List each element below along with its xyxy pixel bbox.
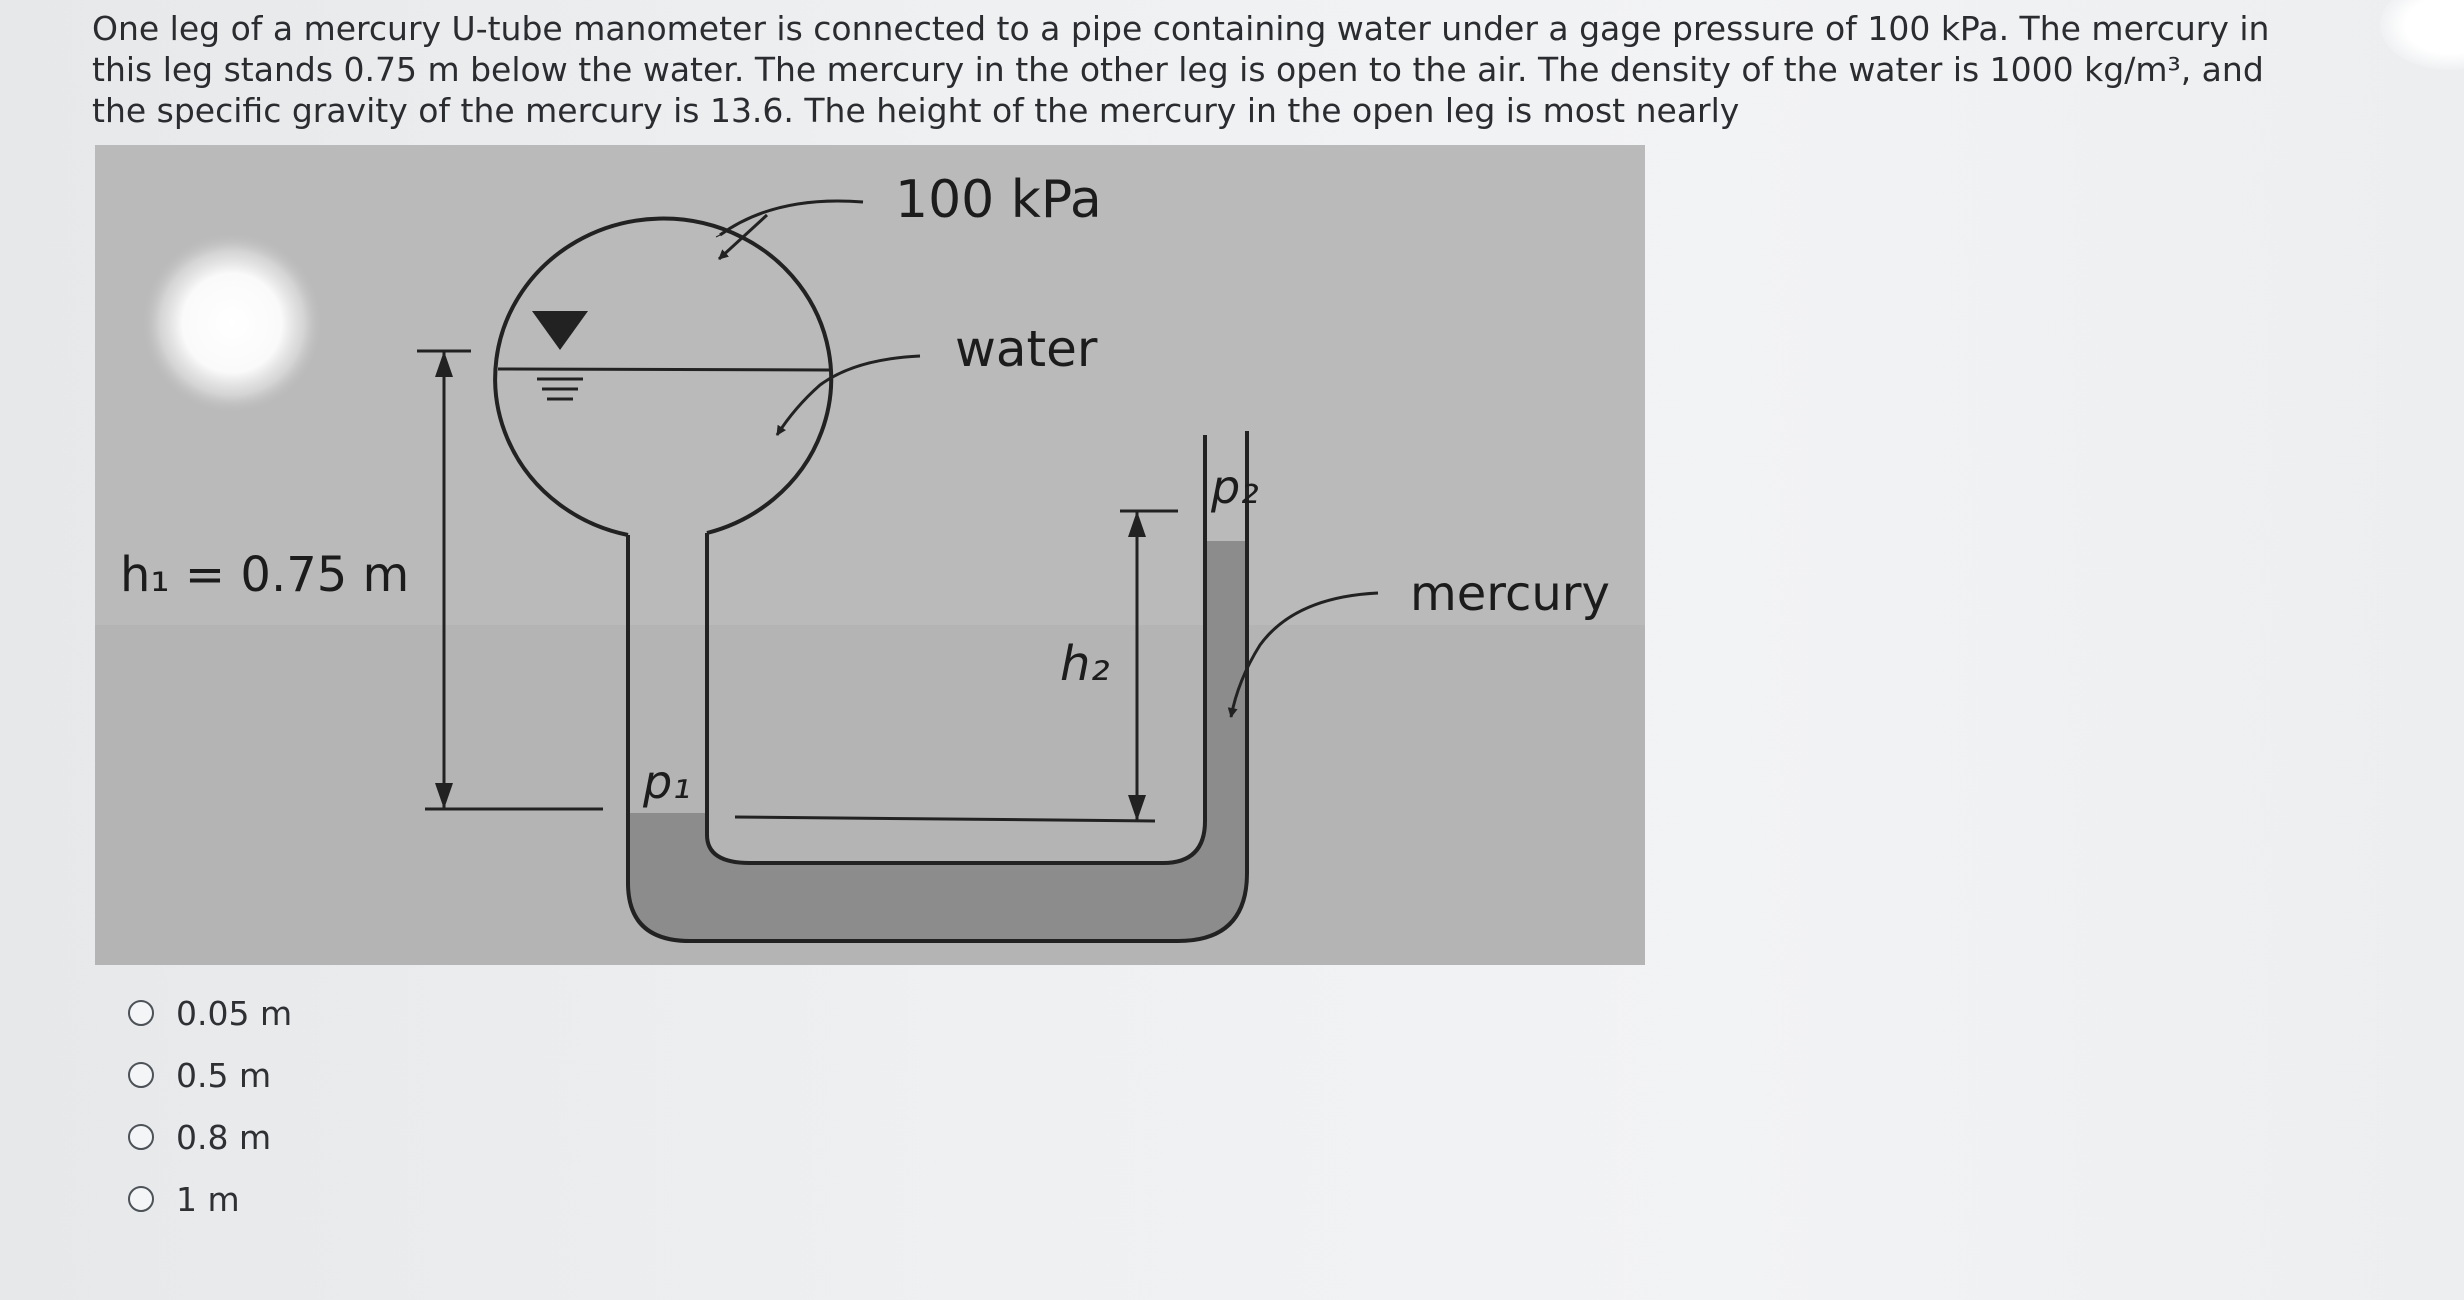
h1-label: h₁ = 0.75 m [120, 547, 410, 603]
option-1-m[interactable] [128, 1168, 528, 1230]
radio-button[interactable] [128, 1000, 154, 1026]
manometer-figure [95, 145, 1645, 965]
p2-label: p₂ [1211, 460, 1259, 514]
p1-label: p₁ [643, 755, 691, 809]
option-label: 0.8 m [176, 1117, 272, 1157]
pressure-label: 100 kPa [895, 170, 1102, 230]
screen-glare [2380, 0, 2464, 70]
answer-options [128, 982, 528, 1230]
water-label: water [955, 320, 1098, 378]
mercury-label: mercury [1410, 566, 1610, 622]
question-text: One leg of a mercury U-tube manometer is connected to a pipe containing water under a gage pressure of 100 kPa. The mercury in this leg stands 0.75 m below the water. The mercury in the other leg is open to the air. The density of the water is 1000 kg/m³, and the specific gravity of the mercury is 13.6. The height of the mercury in the open leg is most nearly [92, 9, 2270, 130]
option-0-05-m[interactable] [128, 982, 528, 1044]
radio-button[interactable] [128, 1124, 154, 1150]
light-glare [142, 233, 322, 413]
radio-button[interactable] [128, 1186, 154, 1212]
option-label: 1 m [176, 1179, 240, 1219]
h2-label: h₂ [1060, 636, 1110, 692]
option-0-8-m[interactable] [128, 1106, 528, 1168]
radio-button[interactable] [128, 1062, 154, 1088]
option-label: 0.05 m [176, 993, 293, 1033]
option-label: 0.5 m [176, 1055, 272, 1095]
water-surface-line [498, 369, 830, 370]
option-0-5-m[interactable] [128, 1044, 528, 1106]
